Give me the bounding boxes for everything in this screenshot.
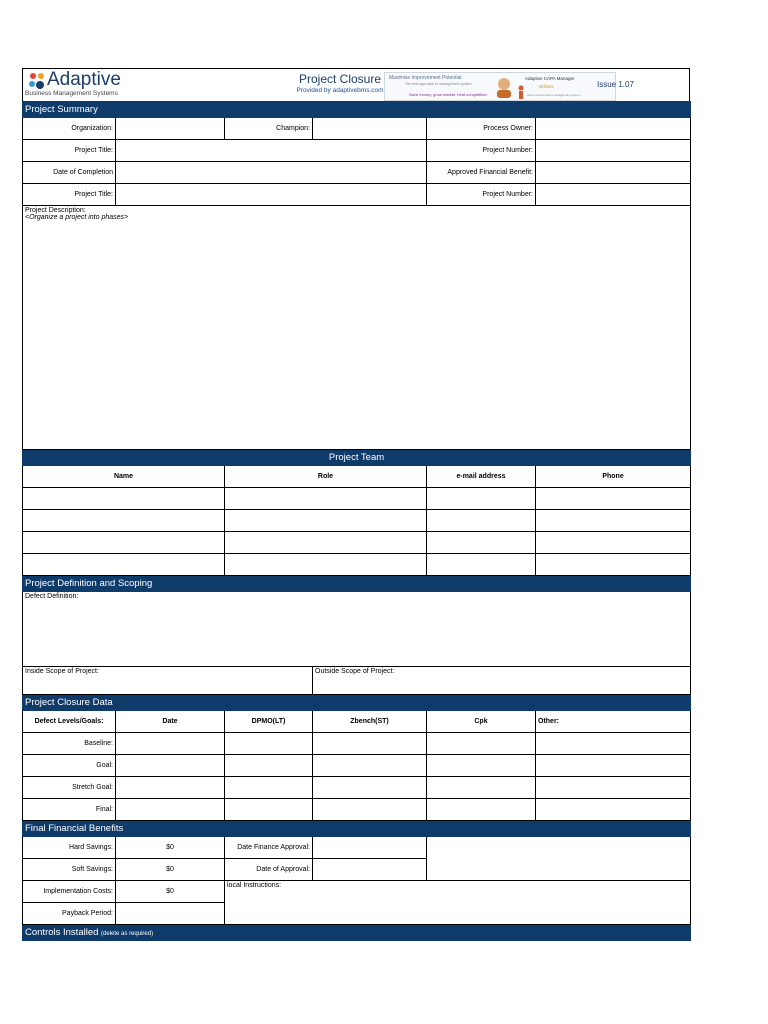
financial-notes-field[interactable] [427,837,691,881]
date-of-completion-field[interactable] [116,162,427,184]
section-project-team: Project Team [23,450,691,466]
closure-col-defect-levels: Defect Levels/Goals: [23,711,116,733]
closure-cell[interactable] [536,755,691,777]
section-final-financial-benefits: Final Financial Benefits [23,821,691,837]
defect-definition-field[interactable] [23,592,691,667]
section-project-summary: Project Summary [23,102,691,118]
closure-cell[interactable] [427,777,536,799]
closure-col-cpk: Cpk [427,711,536,733]
team-col-email: e-mail address [427,466,536,488]
closure-cell[interactable] [116,755,225,777]
team-email-cell[interactable] [427,532,536,554]
team-name-cell[interactable] [23,510,225,532]
closure-col-other: Other: [536,711,691,733]
process-owner-label: Process Owner: [427,118,536,140]
implementation-costs-value[interactable]: $0 [116,881,225,903]
hard-savings-value[interactable]: $0 [116,837,225,859]
implementation-costs-label: Implementation Costs: [23,881,116,903]
final-label: Final: [23,799,116,821]
section-project-definition: Project Definition and Scoping [23,576,691,592]
team-role-cell[interactable] [225,510,427,532]
closure-cell[interactable] [225,733,313,755]
advert-product-sub: Brilliant [539,84,554,89]
advert-footer: www.improvement-management-system [527,93,581,97]
closure-cell[interactable] [116,799,225,821]
hard-savings-label: Hard Savings: [23,837,116,859]
closure-cell[interactable] [313,733,427,755]
baseline-label: Baseline: [23,733,116,755]
advert-line3: Save money, grow market, beat competition [409,92,487,97]
team-name-cell[interactable] [23,488,225,510]
team-row [23,532,691,554]
project-number-field[interactable] [536,140,691,162]
project-number-2-field[interactable] [536,184,691,206]
closure-row-baseline [23,733,691,755]
advert-figure-icon [517,85,525,99]
closure-row-final [23,799,691,821]
closure-row-goal [23,755,691,777]
date-finance-approval-field[interactable] [313,837,427,859]
logo-subtitle: Business Management Systems [25,90,118,97]
document-subtitle[interactable]: Provided by adaptivebms.com [296,87,384,94]
payback-period-label: Payback Period: [23,903,116,925]
closure-cell[interactable] [536,733,691,755]
closure-cell[interactable] [116,777,225,799]
team-name-cell[interactable] [23,532,225,554]
date-of-approval-field[interactable] [313,859,427,881]
inside-scope-field[interactable] [23,667,313,695]
advert-headline: Maximise Improvement Potential [389,75,462,81]
inside-scope-label: Inside Scope of Project: [25,668,99,675]
closure-col-dpmo: DPMO(LT) [225,711,313,733]
logo-name: Adaptive [47,69,121,90]
goal-label: Goal: [23,755,116,777]
approved-financial-benefit-field[interactable] [536,162,691,184]
organization-field[interactable] [116,118,225,140]
advert-banner[interactable] [384,72,616,101]
project-title-2-field[interactable] [116,184,427,206]
closure-cell[interactable] [427,799,536,821]
advert-line2: The best approach to management system [405,82,472,86]
controls-heading: Controls Installed [25,927,99,938]
outside-scope-label: Outside Scope of Project: [315,668,395,675]
closure-cell[interactable] [536,777,691,799]
date-finance-approval-label: Date Finance Approval: [225,837,313,859]
project-closure-sheet [22,68,690,941]
issue-number: Issue 1.07 [597,80,634,89]
team-phone-cell[interactable] [536,488,691,510]
project-description-label: Project Description: [25,207,86,214]
advert-person-icon [493,76,515,98]
closure-col-zbench: Zbench(ST) [313,711,427,733]
team-role-cell[interactable] [225,488,427,510]
team-email-cell[interactable] [427,554,536,576]
document-header [22,68,690,101]
project-title-label: Project Title: [23,140,116,162]
local-instructions-field[interactable] [225,881,691,925]
soft-savings-label: Soft Savings: [23,859,116,881]
closure-cell[interactable] [225,777,313,799]
team-col-name: Name [23,466,225,488]
closure-cell[interactable] [313,799,427,821]
project-closure-form [22,101,691,941]
project-number-2-label: Project Number: [427,184,536,206]
process-owner-field[interactable] [536,118,691,140]
closure-cell[interactable] [313,777,427,799]
team-name-cell[interactable] [23,554,225,576]
closure-cell[interactable] [427,733,536,755]
date-of-approval-label: Date of Approval: [225,859,313,881]
approved-financial-benefit-label: Approved Financial Benefit: [427,162,536,184]
date-of-completion-label: Date of Completion [23,162,116,184]
outside-scope-field[interactable] [313,667,691,695]
team-phone-cell[interactable] [536,554,691,576]
stretch-goal-label: Stretch Goal: [23,777,116,799]
closure-row-stretch-goal [23,777,691,799]
team-email-cell[interactable] [427,488,536,510]
defect-definition-label: Defect Definition: [25,593,79,600]
closure-cell[interactable] [225,755,313,777]
document-title: Project Closure [298,72,382,86]
team-role-cell[interactable] [225,532,427,554]
closure-cell[interactable] [313,755,427,777]
champion-label: Champion: [225,118,313,140]
payback-period-field[interactable] [116,903,225,925]
section-controls-installed [23,925,691,941]
project-description-field[interactable] [23,206,691,450]
closure-cell[interactable] [427,755,536,777]
local-instructions-label: local Instructions: [227,882,282,889]
team-row [23,554,691,576]
closure-cell[interactable] [116,733,225,755]
team-role-cell[interactable] [225,554,427,576]
team-row [23,510,691,532]
project-description-hint: <Organize a project into phases> [25,214,129,221]
team-phone-cell[interactable] [536,510,691,532]
team-col-role: Role [225,466,427,488]
project-title-field[interactable] [116,140,427,162]
team-email-cell[interactable] [427,510,536,532]
closure-cell[interactable] [225,799,313,821]
soft-savings-value[interactable]: $0 [116,859,225,881]
team-row [23,488,691,510]
project-number-label: Project Number: [427,140,536,162]
organization-label: Organization: [23,118,116,140]
closure-cell[interactable] [536,799,691,821]
controls-note: (delete as required) [101,931,154,937]
closure-col-date: Date [116,711,225,733]
advert-product: Adaptive CAPA Manager [525,76,575,81]
project-title-2-label: Project Title: [23,184,116,206]
section-project-closure-data: Project Closure Data [23,695,691,711]
team-phone-cell[interactable] [536,532,691,554]
team-col-phone: Phone [536,466,691,488]
champion-field[interactable] [313,118,427,140]
